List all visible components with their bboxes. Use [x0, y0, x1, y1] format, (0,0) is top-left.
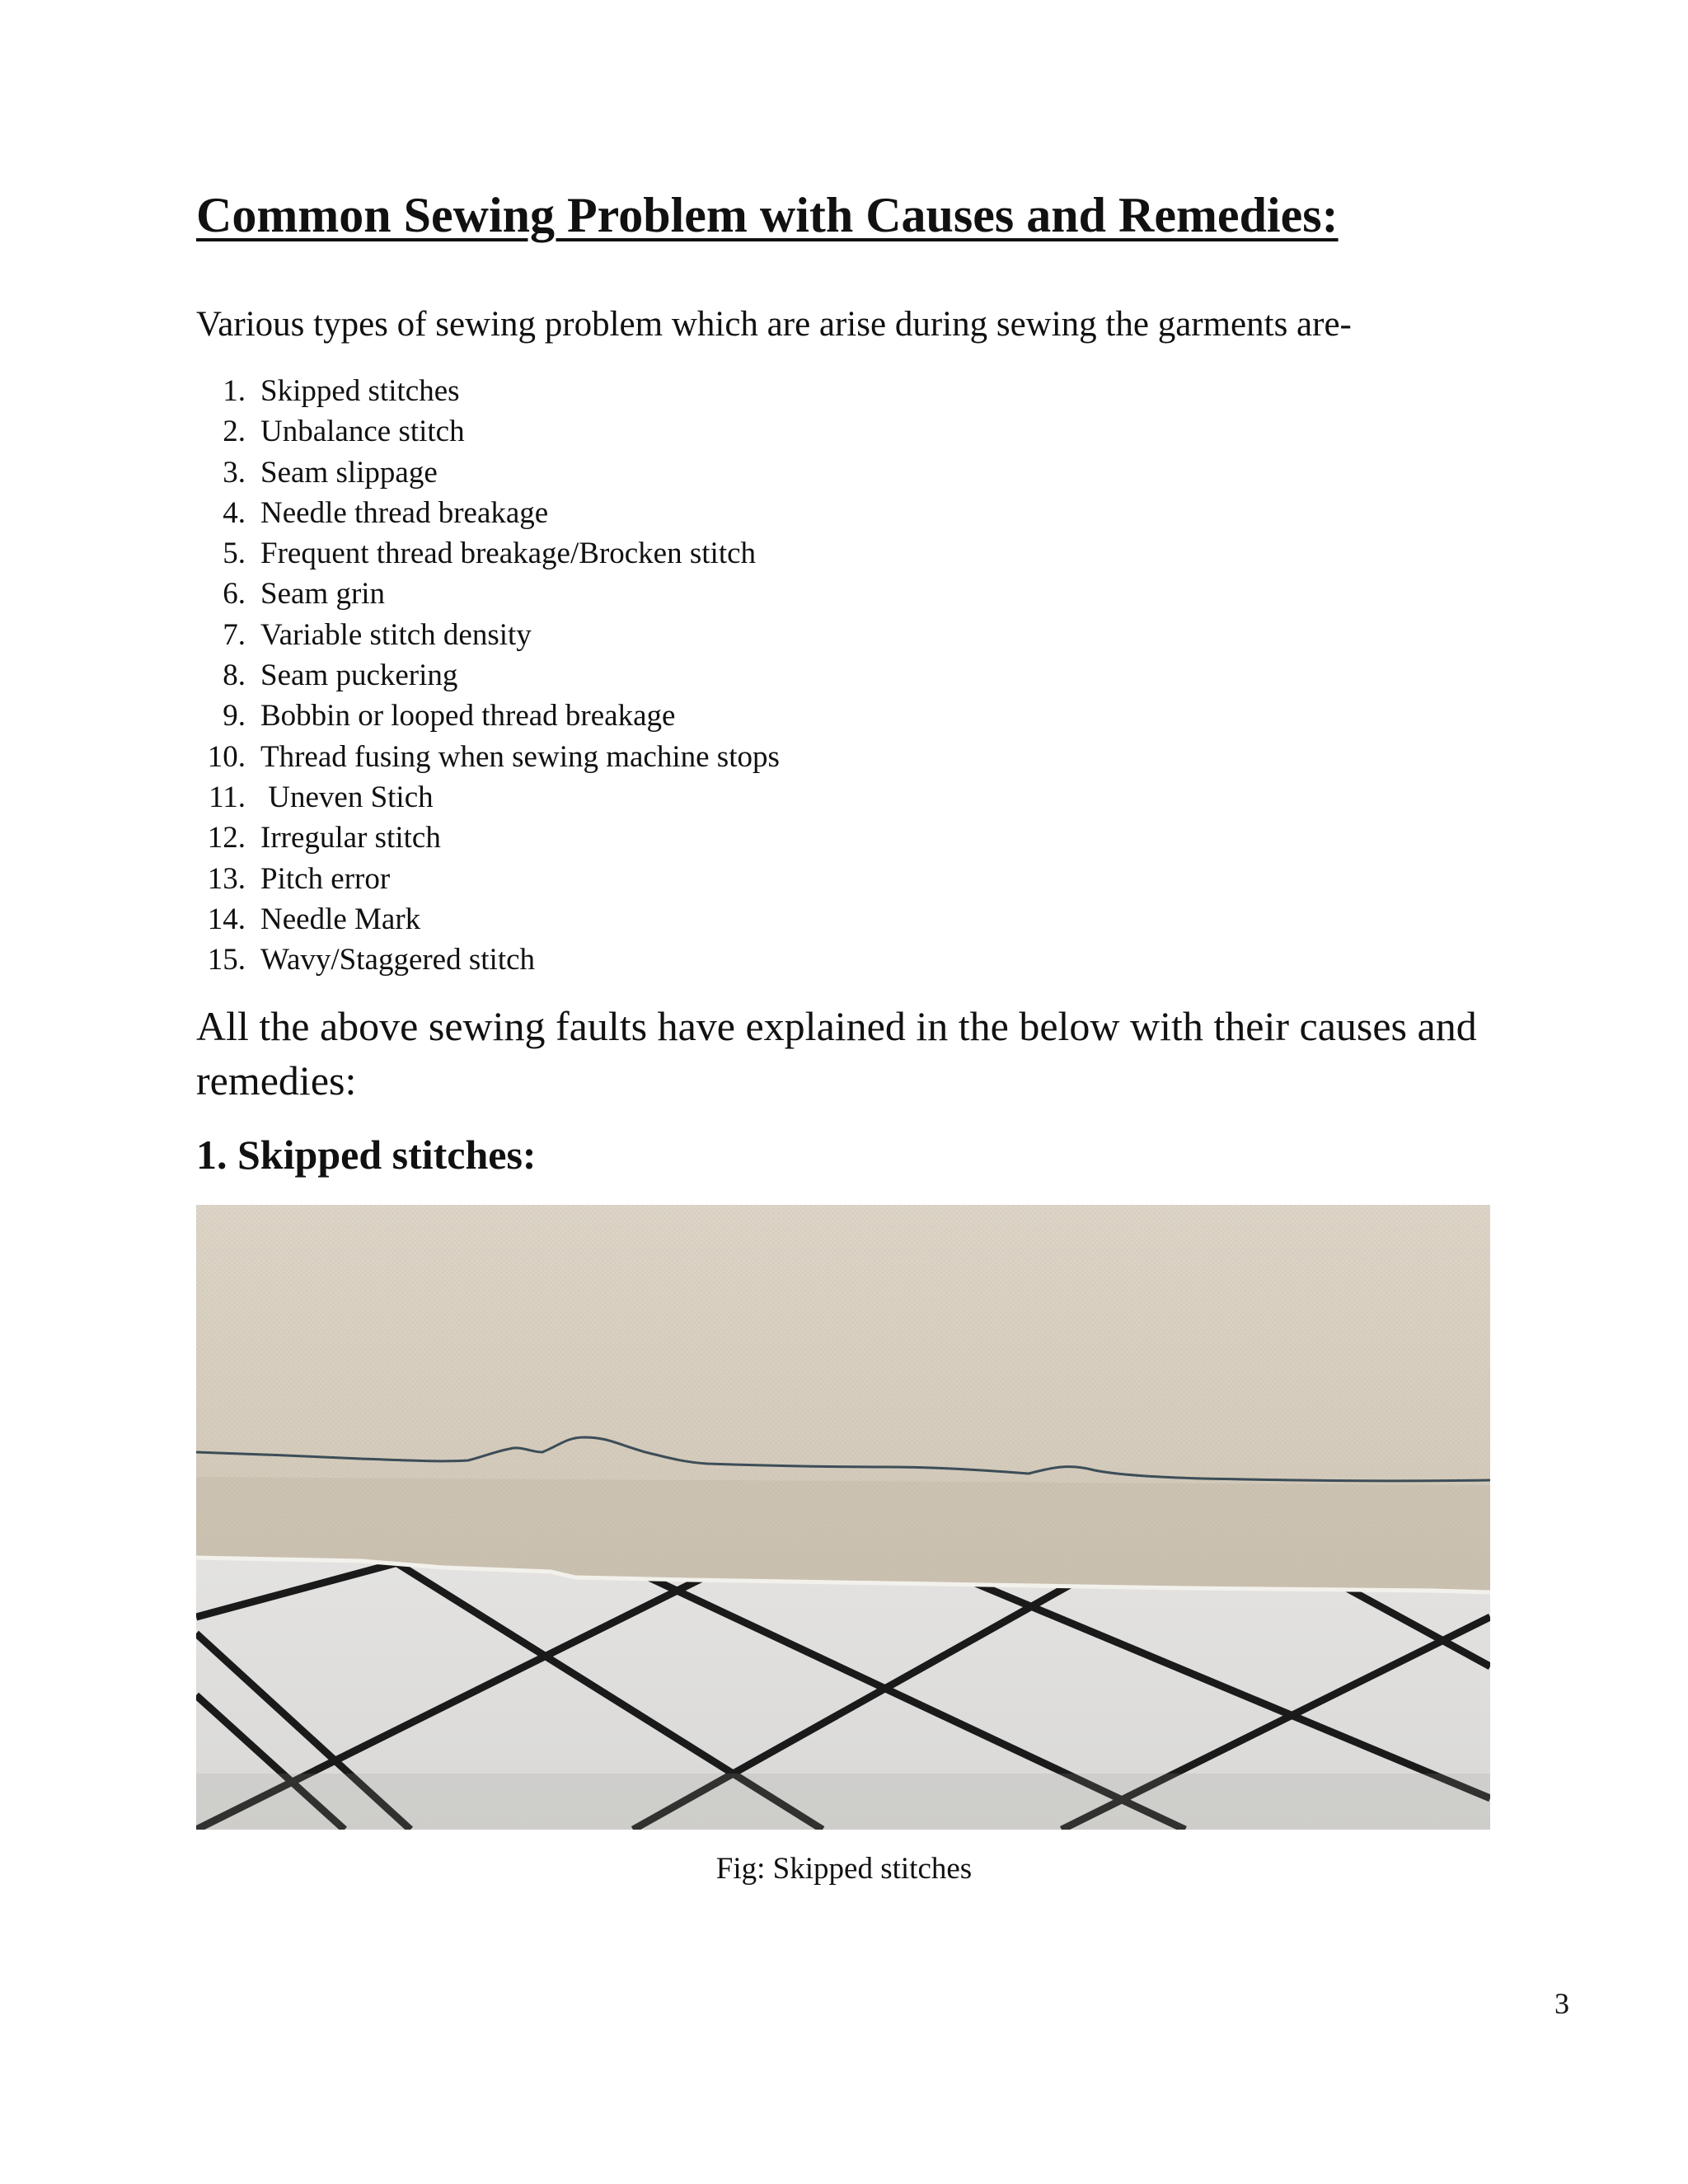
list-item-number: 13.: [207, 861, 246, 896]
list-item: [196, 371, 780, 411]
list-item-label: Uneven Stich: [260, 780, 434, 814]
list-item-number: 11.: [209, 780, 246, 814]
figure-caption: Fig: Skipped stitches: [715, 1852, 973, 1886]
list-item-number: 9.: [223, 699, 246, 733]
list-item-label: Bobbin or looped thread breakage: [260, 699, 676, 733]
list-item-number: 8.: [223, 658, 246, 693]
list-item-number: 2.: [223, 415, 246, 449]
list-item-number: 15.: [207, 943, 246, 977]
list-item-label: Pitch error: [260, 861, 391, 896]
list-item-number: 1.: [223, 374, 246, 408]
list-item: [196, 859, 780, 899]
list-item: [196, 655, 780, 696]
list-item-number: 5.: [223, 537, 246, 571]
list-item-label: Frequent thread breakage/Brocken stitch: [260, 537, 757, 571]
list-item-number: 10.: [207, 739, 246, 774]
list-item: [196, 493, 780, 533]
summary-paragraph: All the above sewing faults have explained in the below with their causes and remedies:: [196, 1003, 1477, 1104]
list-item-label: Seam slippage: [260, 455, 438, 490]
list-item: [196, 777, 780, 818]
list-item: [196, 452, 780, 493]
list-item-label: Irregular stitch: [260, 821, 441, 855]
list-item: [196, 574, 780, 614]
list-item: [196, 899, 780, 940]
list-item-number: 3.: [223, 455, 246, 490]
list-item-label: Unbalance stitch: [260, 415, 465, 449]
page-number: 3: [1554, 1987, 1569, 2020]
list-item-number: 14.: [207, 902, 246, 936]
list-item-number: 12.: [207, 821, 246, 855]
list-item: [196, 615, 780, 655]
section-heading: 1. Skipped stitches:: [196, 1132, 537, 1178]
list-item-number: 6.: [223, 577, 246, 612]
list-item-label: Wavy/Staggered stitch: [260, 943, 536, 977]
list-item-label: Thread fusing when sewing machine stops: [260, 739, 780, 774]
list-item: [196, 411, 780, 452]
list-item-label: Needle thread breakage: [260, 495, 549, 530]
page-title: Common Sewing Problem with Causes and Remedies:: [196, 188, 1339, 242]
list-item: [196, 533, 780, 574]
list-item-label: Seam grin: [260, 577, 386, 612]
skipped-stitches-photo: [196, 1205, 1490, 1830]
sewing-problem-list: [196, 371, 780, 980]
list-item-label: Seam puckering: [260, 658, 458, 693]
list-item-number: 7.: [223, 617, 246, 652]
list-item: [196, 940, 780, 980]
intro-paragraph: Various types of sewing problem which are arise during sewing the garments are-: [196, 305, 1352, 344]
list-item: [196, 737, 780, 777]
list-item-label: Needle Mark: [260, 902, 421, 936]
list-item: [196, 696, 780, 736]
list-item-label: Variable stitch density: [260, 617, 532, 652]
list-item-label: Skipped stitches: [260, 374, 460, 408]
list-item: [196, 818, 780, 858]
list-item-number: 4.: [223, 495, 246, 530]
